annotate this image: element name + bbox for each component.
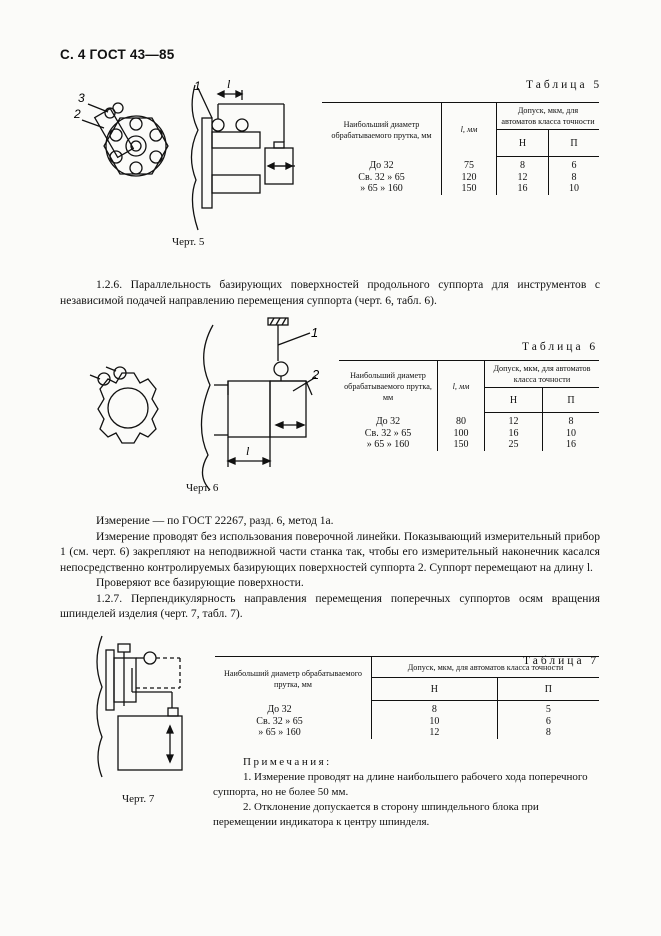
paragraph: 1.2.7. Перпендикулярность направления перемещения поперечных суппортов осям вращения шпинделей изделия (черт. 7, табл. 7). (60, 591, 600, 620)
table-row (339, 439, 599, 451)
table-cell: 150 (442, 183, 497, 195)
notes-title: Примечания: (243, 756, 332, 768)
table-cell: 10 (543, 428, 599, 440)
table-cell: Св. 32 » 65 (364, 427, 412, 439)
fig5-label-l: l (227, 77, 231, 91)
table-row (339, 413, 599, 428)
table-cell: До 32 (375, 415, 401, 427)
table-5-caption: Таблица 5 (526, 79, 603, 91)
table-cell: 12 (497, 172, 549, 184)
table-cell: До 32 (369, 159, 394, 171)
table-cell: 8 (543, 413, 599, 428)
table-cell: 25 (485, 439, 543, 451)
table-cell: 6 (497, 716, 599, 728)
table-cell: 16 (543, 439, 599, 451)
table-cell: 6 (549, 157, 600, 172)
table-cell: 8 (549, 172, 600, 184)
table-5-header-class-p: П (549, 130, 600, 157)
fig6-label-l: l (246, 444, 250, 458)
table-row (215, 716, 599, 728)
table-cell: Св. 32 » 65 (256, 715, 303, 727)
figure-6-caption: Черт. 6 (186, 482, 219, 494)
table-row (322, 157, 599, 172)
table-cell: 12 (485, 413, 543, 428)
table-6-header-class-n: Н (485, 388, 543, 413)
table-cell: 12 (372, 727, 498, 739)
table-7-header-class-n: Н (372, 678, 498, 701)
figure-5-drawing (70, 77, 310, 240)
table-cell: 75 (442, 157, 497, 172)
notes (213, 755, 600, 830)
table-cell: 8 (497, 157, 549, 172)
table-5-header-class-n: Н (497, 130, 549, 157)
table-5-header-diameter: Наибольший диаметр обрабатываемого прутка, мм (322, 103, 442, 157)
table-5 (322, 102, 599, 195)
fig5-label-2: 2 (74, 107, 81, 121)
figure-5-caption: Черт. 5 (172, 236, 205, 248)
note-1: 1. Измерение проводят на длине наибольшего рабочего хода поперечного суппорта, но не более 50 мм. (213, 771, 588, 798)
fig6-label-2: 2 (312, 367, 320, 382)
paragraph: Проверяют все базирующие поверхности. (96, 576, 304, 589)
figure-6-drawing (78, 315, 328, 485)
table-cell: 120 (442, 172, 497, 184)
page-header: С. 4 ГОСТ 43—85 (60, 47, 175, 62)
table-6-header-length: l, мм (438, 361, 485, 413)
fig5-label-1: 1 (194, 79, 201, 93)
table-cell: Св. 32 » 65 (358, 171, 405, 183)
figure-7-caption: Черт. 7 (122, 793, 155, 805)
fig5-label-3: 3 (78, 91, 85, 105)
table-cell: » 65 » 160 (258, 727, 301, 738)
table-cell: » 65 » 160 (366, 439, 410, 450)
paragraph: 1.2.6. Параллельность базирующих поверхностей продольного суппорта для инструментов с независимой подачей направлению перемещения суппорта (черт. 6, табл. 6). (60, 278, 600, 307)
table-cell: 100 (438, 428, 485, 440)
table-cell: 16 (497, 183, 549, 195)
table-cell: » 65 » 160 (360, 183, 403, 194)
table-5-header-length: l, мм (442, 103, 497, 157)
table-cell: 16 (485, 428, 543, 440)
table-7-header-tolerance: Допуск, мкм, для автоматов класса точности (372, 657, 600, 678)
table-7-header-diameter: Наибольший диаметр обрабатываемого прутка, мм (215, 657, 372, 701)
paragraph: Измерение проводят без использования поверочной линейки. Показывающий измерительный прибор 1 (см. черт. 6) закрепляют на неподвижной части станка так, чтобы его измерительный наконечник касался непосредственно контролируемых базирующих поверхностей суппорта 2. Суппорт перемещают на длину l. (60, 529, 600, 574)
section-1-2-6 (60, 277, 600, 308)
table-row (322, 183, 599, 195)
table-cell: До 32 (267, 703, 292, 715)
table-row (339, 428, 599, 440)
table-6-header-tolerance: Допуск, мкм, для автоматов класса точности (485, 361, 600, 388)
table-6-header-class-p: П (543, 388, 599, 413)
table-row (322, 172, 599, 184)
table-7-header-class-p: П (497, 678, 599, 701)
table-cell: 8 (372, 701, 498, 716)
table-6-header-diameter: Наибольший диаметр обрабатываемого прутка, мм (339, 361, 438, 413)
paragraph: Измерение — по ГОСТ 22267, разд. 6, метод 1а. (96, 514, 334, 527)
table-cell: 8 (497, 727, 599, 739)
table-cell: 80 (438, 413, 485, 428)
table-cell: 10 (549, 183, 600, 195)
fig6-label-1: 1 (311, 325, 319, 340)
table-cell: 10 (372, 716, 498, 728)
table-5-header-tolerance: Допуск, мкм, для автоматов класса точности (497, 103, 600, 130)
table-cell: 150 (438, 439, 485, 451)
table-row (215, 701, 599, 716)
table-7-caption: Таблица 7 (523, 655, 600, 667)
note-2: 2. Отклонение допускается в сторону шпиндельного блока при перемещении индикатора к центру шпинделя. (213, 801, 539, 828)
table-row (215, 727, 599, 739)
table-6-caption: Таблица 6 (522, 341, 599, 353)
measurement-text (60, 513, 600, 622)
table-7 (215, 656, 599, 739)
figure-7-drawing (88, 632, 198, 782)
table-cell: 5 (497, 701, 599, 716)
table-6 (339, 360, 599, 451)
